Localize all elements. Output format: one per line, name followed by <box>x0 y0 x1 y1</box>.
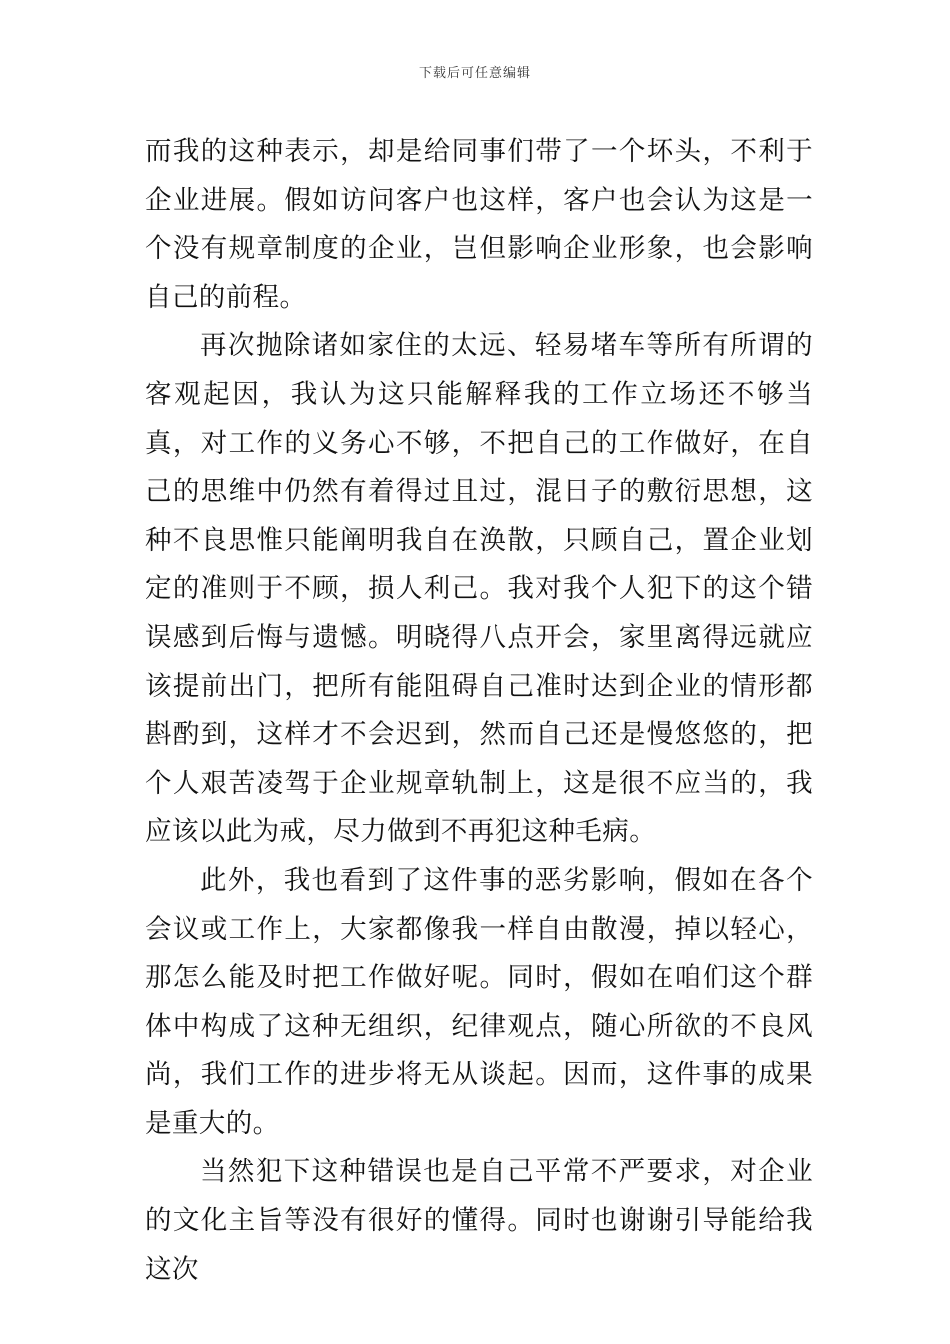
document-body <box>145 128 813 1328</box>
paragraph-4: 当然犯下这种错误也是自己平常不严要求，对企业的文化主旨等没有很好的懂得。同时也谢谢引导能给我这次 <box>145 1156 813 1285</box>
paragraph-1: 而我的这种表示，却是给同事们带了一个坏头，不利于企业进展。假如访问客户也这样，客户也会认为这是一个没有规章制度的企业，岂但影响企业形象，也会影响自己的前程。 <box>145 136 813 313</box>
page-header: 下载后可任意编辑 <box>418 66 531 81</box>
paragraph-2: 再次抛除诸如家住的太远、轻易堵车等所有所谓的客观起因，我认为这只能解释我的工作立场还不够当真，对工作的义务心不够，不把自己的工作做好，在自己的思维中仍然有着得过且过，混日子的敷衍思想，这种不良思惟只能阐明我自在涣散，只顾自己，置企业划定的准则于不顾，损人利己。我对我个人犯下的这个错误感到后悔与遗憾。明晓得八点开会，家里离得远就应该提前出门，把所有能阻碍自己准时达到企业的情形都斟酌到，这样才不会迟到，然而自己还是慢悠悠的，把个人艰苦凌驾于企业规章轨制上，这是很不应当的，我应该以此为戒，尽力做到不再犯这种毛病。 <box>145 330 813 848</box>
paragraph-3: 此外，我也看到了这件事的恶劣影响，假如在各个会议或工作上，大家都像我一样自由散漫，掉以轻心，那怎么能及时把工作做好呢。同时，假如在咱们这个群体中构成了这种无组织，纪律观点，随心所欲的不良风尚，我们工作的进步将无从谈起。因而，这件事的成果是重大的。 <box>145 864 813 1139</box>
